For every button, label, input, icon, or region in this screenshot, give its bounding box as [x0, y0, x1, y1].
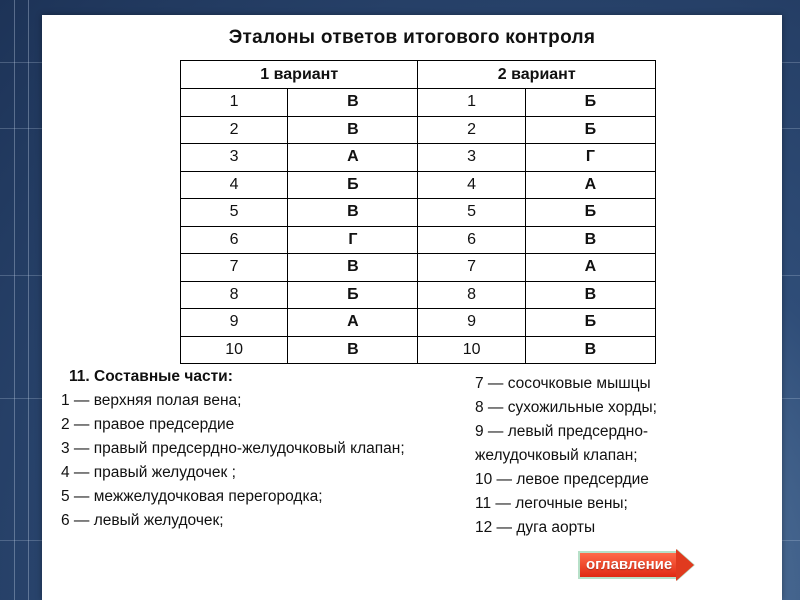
v1-question-number: 10: [181, 336, 288, 364]
list-item: 10 — левое предсердие: [475, 471, 649, 488]
list-item: 7 — сосочковые мышцы: [475, 375, 651, 392]
arrow-right-icon: [676, 549, 694, 581]
bg-grid-line: [14, 0, 15, 600]
v2-question-number: 2: [418, 116, 525, 144]
v1-question-number: 5: [181, 199, 288, 227]
v2-question-number: 10: [418, 336, 525, 364]
table-of-contents-label: оглавление: [578, 551, 676, 579]
v1-question-number: 1: [181, 89, 288, 117]
v2-answer: Б: [525, 89, 655, 117]
v2-question-number: 8: [418, 281, 525, 309]
v1-question-number: 6: [181, 226, 288, 254]
v1-question-number: 3: [181, 144, 288, 172]
table-row: [181, 254, 656, 282]
v1-question-number: 7: [181, 254, 288, 282]
list-item: 4 — правый желудочек ;: [61, 464, 236, 481]
v1-answer: В: [288, 89, 418, 117]
table-row: [181, 281, 656, 309]
parts-heading: 11. Составные части:: [69, 368, 233, 385]
table-of-contents-button[interactable]: [578, 551, 694, 579]
v2-answer: Б: [525, 116, 655, 144]
v2-answer: А: [525, 254, 655, 282]
v1-answer: Г: [288, 226, 418, 254]
page-title: Эталоны ответов итогового контроля: [228, 27, 596, 48]
v2-answer: Г: [525, 144, 655, 172]
parts-list-left: [61, 365, 441, 533]
table-row: [181, 336, 656, 364]
v1-answer: В: [288, 199, 418, 227]
v1-answer: В: [288, 336, 418, 364]
v1-answer: Б: [288, 171, 418, 199]
v1-question-number: 8: [181, 281, 288, 309]
table-row: [181, 199, 656, 227]
v2-answer: В: [525, 226, 655, 254]
list-item: 1 — верхняя полая вена;: [61, 392, 242, 409]
v2-answer: В: [525, 336, 655, 364]
header-variant-1: 1 вариант: [181, 61, 418, 89]
list-item: 8 — сухожильные хорды;: [475, 399, 657, 416]
answers-table: [180, 60, 656, 364]
list-item: 6 — левый желудочек;: [61, 512, 224, 529]
v2-answer: Б: [525, 199, 655, 227]
table-row: [181, 309, 656, 337]
list-item: 11 — легочные вены;: [475, 495, 628, 512]
v1-answer: А: [288, 309, 418, 337]
v1-answer: Б: [288, 281, 418, 309]
bg-grid-line: [28, 0, 29, 600]
v1-question-number: 9: [181, 309, 288, 337]
v2-answer: Б: [525, 309, 655, 337]
table-row: [181, 144, 656, 172]
table-row: [181, 116, 656, 144]
list-item: 3 — правый предсердно-желудочковый клапан;: [61, 440, 405, 457]
v1-question-number: 2: [181, 116, 288, 144]
v2-question-number: 4: [418, 171, 525, 199]
table-row: [181, 226, 656, 254]
v1-answer: В: [288, 116, 418, 144]
v2-answer: А: [525, 171, 655, 199]
header-variant-2: 2 вариант: [418, 61, 656, 89]
v2-question-number: 9: [418, 309, 525, 337]
list-item: 9 — левый предсердно-желудочковый клапан;: [475, 423, 649, 464]
v1-question-number: 4: [181, 171, 288, 199]
v2-question-number: 6: [418, 226, 525, 254]
table-row: [181, 89, 656, 117]
v2-question-number: 1: [418, 89, 525, 117]
parts-list-right: [475, 372, 775, 540]
v2-question-number: 5: [418, 199, 525, 227]
v2-answer: В: [525, 281, 655, 309]
list-item: 12 — дуга аорты: [475, 519, 596, 536]
table-row: [181, 171, 656, 199]
v1-answer: В: [288, 254, 418, 282]
list-item: 2 — правое предсердие: [61, 416, 235, 433]
table-header-row: [181, 61, 656, 89]
v2-question-number: 7: [418, 254, 525, 282]
v2-question-number: 3: [418, 144, 525, 172]
slide: [42, 15, 782, 600]
v1-answer: А: [288, 144, 418, 172]
list-item: 5 — межжелудочковая перегородка;: [61, 488, 323, 505]
